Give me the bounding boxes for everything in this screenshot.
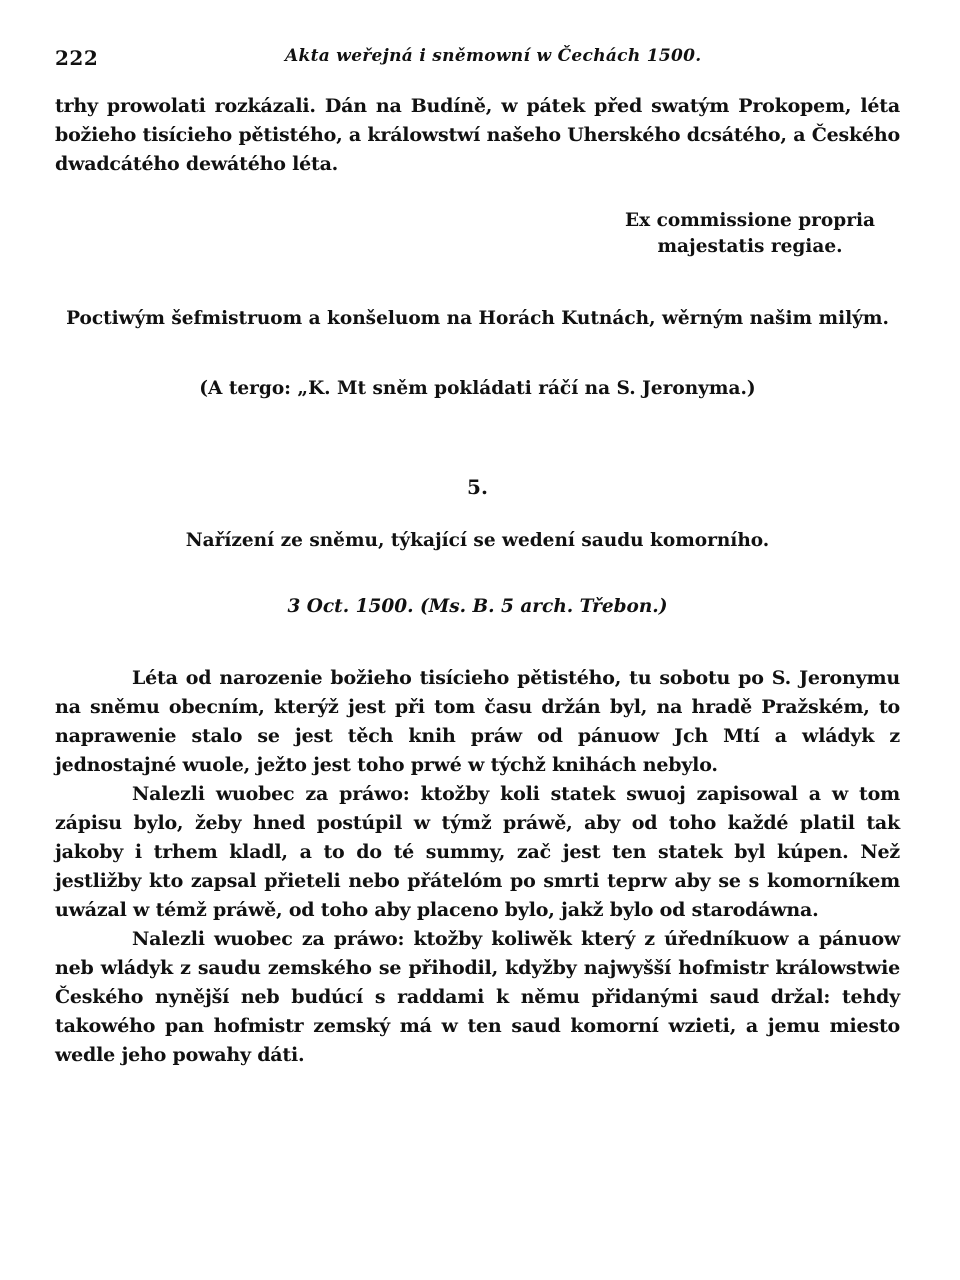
page-number: 222 <box>55 46 99 70</box>
running-title: Akta weřejná i sněmowní w Čechách 1500. <box>285 46 702 66</box>
document-page <box>55 38 900 1258</box>
opening-paragraph: trhy prowolati rozkázali. Dán na Budíně, w pátek před swatým Prokopem, léta božieho tisícieho pětistého, a králowstwí našeho Uherského dcsátého, a Českého dwadcátého dewátého léta. <box>55 95 900 175</box>
document-source: 3 Oct. 1500. (Ms. B. 5 arch. Třebon.) <box>287 596 668 617</box>
body-paragraph-2: Nalezli wuobec za práwo: ktožby koli statek swuoj zapisowal a w tom zápisu bylo, žeby hned postúpil w týmž práwě, aby od toho každé platil tak jakoby i trhem kladl, a to do té summy, zač jest ten statek byl kúpen. Než jestližby kto zapsal přieteli nebo přátelóm po smrti teprw aby se s komorníkem uwázal w témž práwě, od toho aby placeno bylo, jakž bylo od starodáwna. <box>55 783 900 921</box>
body-paragraph-3: Nalezli wuobec za práwo: ktožby koliwěk který z úředníkuow a pánuow neb wládyk z saudu zemského se přihodil, kdyžby najwyšší hofmistr králowstwie Českého nynější neb budúcí s raddami k němu přidanými saud držal: tehdy takowého pan hofmistr zemský má w ten saud komorní wzieti, a jemu miesto wedle jeho powahy dáti. <box>55 928 900 1066</box>
page-header <box>55 46 900 76</box>
signature-block <box>615 208 885 260</box>
document-number: 5. <box>467 475 488 499</box>
body-paragraph-1: Léta od narozenie božieho tisícieho pětistého, tu sobotu po S. Jeronymu na sněmu obecním, kterýž jest při tom času držán byl, na hradě Pražském, to naprawenie stalo se jest těch knih práw od pánuow Jch Mtí a wládyk z jednostajné wuole, ježto jest toho prwé w týchž knihách nebylo. <box>55 667 900 776</box>
endorsement-line: (A tergo: „K. Mt sněm pokládati ráčí na S. Jeronyma.) <box>199 378 756 399</box>
address-line: Poctiwým šefmistruom a konšeluom na Horách Kutnách, wěrným našim milým. <box>66 308 889 329</box>
signature-line-2: majestatis regiae. <box>657 236 843 257</box>
document-title: Nařízení ze sněmu, týkající se wedení saudu komorního. <box>185 530 770 551</box>
signature-line-1: Ex commissione propria <box>625 210 875 231</box>
